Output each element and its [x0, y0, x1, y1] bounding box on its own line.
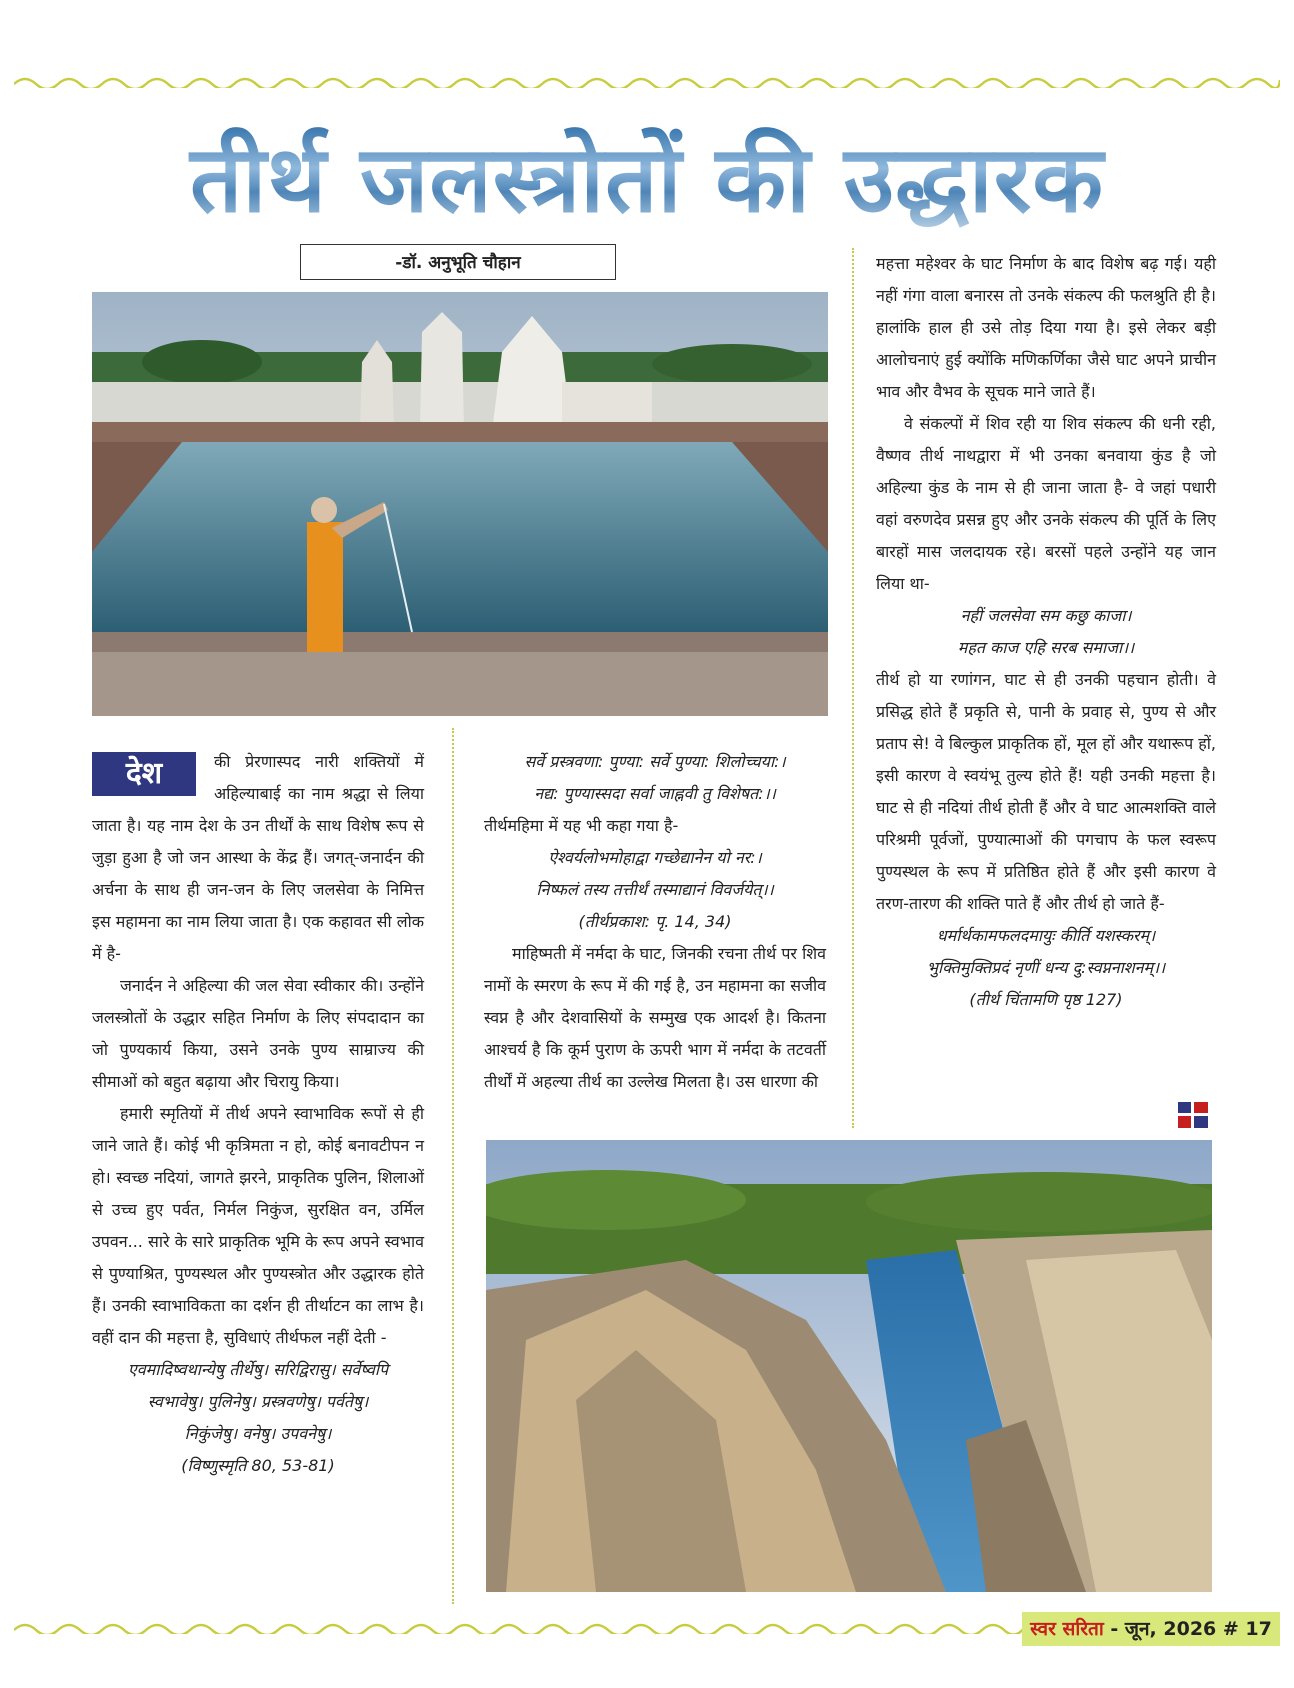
column-1: [92, 746, 424, 1482]
col1-paragraph-1: की प्रेरणास्पद नारी शक्तियों में अहिल्याबाई का नाम श्रद्धा से लिया जाता है। यह नाम देश के उन तीर्थों के साथ विशेष रूप से जुड़ा हुआ है जो जन आस्था के केंद्र हैं। जगत्-जनार्दन की अर्चना के साथ ही जन-जन के लिए जलसेवा के निमित्त इस महामना का नाम लिया जाता है। एक कहावत सी लोक में है-: [92, 752, 424, 963]
col1-verse-1: एवमादिष्वथान्येषु तीर्थेषु। सरिद्विरासु। सर्वेष्वपि: [127, 1360, 389, 1379]
column-2: [484, 746, 826, 1098]
col3-verse-1: नहीं जलसेवा सम कछु काजा।: [960, 606, 1132, 625]
column-divider-2: [852, 248, 854, 1128]
temple-tank-photo: [92, 292, 828, 716]
page-footer: [1022, 1612, 1280, 1646]
col2-verse-1: सर्वे प्रस्त्रवणा: पुण्या: सर्वे पुण्या: शिलोच्चया:।: [524, 752, 786, 771]
col2-paragraph-1: तीर्थमहिमा में यह भी कहा गया है-: [484, 816, 679, 835]
col3-paragraph-2: वे संकल्पों में शिव रही या शिव संकल्प की धनी रही, वैष्णव तीर्थ नाथद्वारा में भी उनका बनवाया कुंड है जो अहिल्या कुंड के नाम से ही जाना जाता है- वे जहां पधारी वहां वरुणदेव प्रसन्न हुए और उनके संकल्प की पूर्ति के लिए बारहों मास जलदायक रहे। बरसों पहले उन्होंने यह जान लिया था-: [876, 414, 1216, 593]
col2-citation: (तीर्थप्रकाश: पृ. 14, 34): [578, 912, 732, 931]
col3-verse-3: धर्मार्थकामफलदमायुः कीर्ति यशस्करम्।: [936, 926, 1156, 945]
col2-paragraph-2: माहिष्मती में नर्मदा के घाट, जिनकी रचना तीर्थ पर शिव नामों के स्मरण के रूप में की गई है, उन महामना का सजीव स्वप्न है और देशवासियों के सम्मुख एक आदर्श है। कितना आश्चर्य है कि कूर्म पुराण के ऊपरी भाग में नर्मदा के तटवर्ती तीर्थों में अहल्या तीर्थ का उल्लेख मिलता है। उस धारणा की: [484, 944, 826, 1091]
top-wave-border: [14, 74, 1280, 88]
col1-citation: (विष्णुस्मृति 80, 53-81): [181, 1456, 335, 1475]
col3-paragraph-1: महत्ता महेश्वर के घाट निर्माण के बाद विशेष बढ़ गई। यही नहीं गंगा वाला बनारस तो उनके संकल्प की फलश्रुति ही है। हालांकि हाल ही उसे तोड़ दिया गया है। इसे लेकर बड़ी आलोचनाएं हुई क्योंकि मणिकर्णिका जैसे घाट अपने प्राचीन भाव और वैभव के सूचक माने जाते हैं।: [876, 254, 1216, 401]
col3-verse-2: महत काज एहि सरब समाजा।।: [957, 638, 1135, 657]
column-3: [876, 248, 1216, 1016]
col1-verse-2: स्वभावेषु। पुलिनेषु। प्रस्त्रवणेषु। पर्वतेषु।: [147, 1392, 369, 1411]
author-byline: -डॉ. अनुभूति चौहान: [300, 244, 616, 280]
col1-verse-3: निकुंजेषु। वनेषु। उपवनेषु।: [184, 1424, 332, 1443]
col3-verse-4: भुक्तिमुक्तिप्रदं नृणीं धन्य दु:स्वप्ननाशनम्।।: [926, 958, 1166, 977]
article-title: तीर्थ जलस्त्रोतों की उद्धारक: [0, 120, 1294, 240]
col3-citation: (तीर्थ चिंतामणि पृष्ठ 127): [969, 990, 1123, 1009]
end-mark-icon: [1178, 1102, 1208, 1128]
col2-verse-2: नद्य: पुण्यास्सदा सर्वा जाह्नवी तु विशेषत:।।: [534, 784, 776, 803]
col2-verse-4: निष्फलं तस्य तत्तीर्थं तस्माद्यानं विवर्जयेत्।।: [536, 880, 774, 899]
col2-verse-3: ऐश्वर्यलोभमोहाद्वा गच्छेद्यानेन यो नर:।: [548, 848, 762, 867]
marble-gorge-photo: [486, 1140, 1212, 1592]
col1-paragraph-2: जनार्दन ने अहिल्या की जल सेवा स्वीकार की। उन्होंने जलस्त्रोतों के उद्धार सहित निर्माण के लिए संपदादान का जो पुण्यकार्य किया, उसने उनके पुण्य साम्राज्य की सीमाओं को बहुत बढ़ाया और चिरायु किया।: [92, 976, 424, 1091]
col3-paragraph-3: तीर्थ हो या रणांगन, घाट से ही उनकी पहचान होती। वे प्रसिद्ध होते हैं प्रकृति से, पानी के प्रवाह से, पुण्य से और प्रताप से! वे बिल्कुल प्राकृतिक हों, मूल हों और यथारूप हों, इसी कारण वे स्वयंभू तुल्य होते हैं! यही उनकी महत्ता है। घाट से ही नदियां तीर्थ होती हैं और वे घाट आत्मशक्ति वाले परिश्रमी पूर्वजों, पुण्यात्माओं की पगचाप के फल स्वरूप पुण्यस्थल के रूप में प्रतिष्ठित होते हैं और इसी कारण वे तरण-तारण की शक्ति पाते हैं और तीर्थ हो जाते हैं-: [876, 670, 1216, 913]
bottom-wave-border: [14, 1620, 1024, 1634]
column-divider-1: [452, 728, 454, 1604]
issue-and-page: - जून, 2026 # 17: [1110, 1618, 1272, 1640]
col1-paragraph-3: हमारी स्मृतियों में तीर्थ अपने स्वाभाविक रूपों से ही जाने जाते हैं। कोई भी कृत्रिमता न हो, कोई बनावटीपन न हो। स्वच्छ नदियां, जागते झरने, प्राकृतिक पुलिन, शिलाओं से उच्च हुए पर्वत, निर्मल निकुंज, सुरक्षित वन, उर्मिल उपवन... सारे के सारे प्राकृतिक भूमि के रूप अपने स्वभाव से पुण्याश्रित, पुण्यस्थल और पुण्यस्त्रोत और उद्धारक होते हैं। उनकी स्वाभाविकता का दर्शन ही तीर्थाटन का लाभ है। वहीं दान की महत्ता है, सुविधाएं तीर्थफल नहीं देती -: [92, 1104, 424, 1347]
magazine-name: स्वर सरिता: [1030, 1618, 1104, 1640]
dropcap-word: देश: [92, 752, 196, 796]
